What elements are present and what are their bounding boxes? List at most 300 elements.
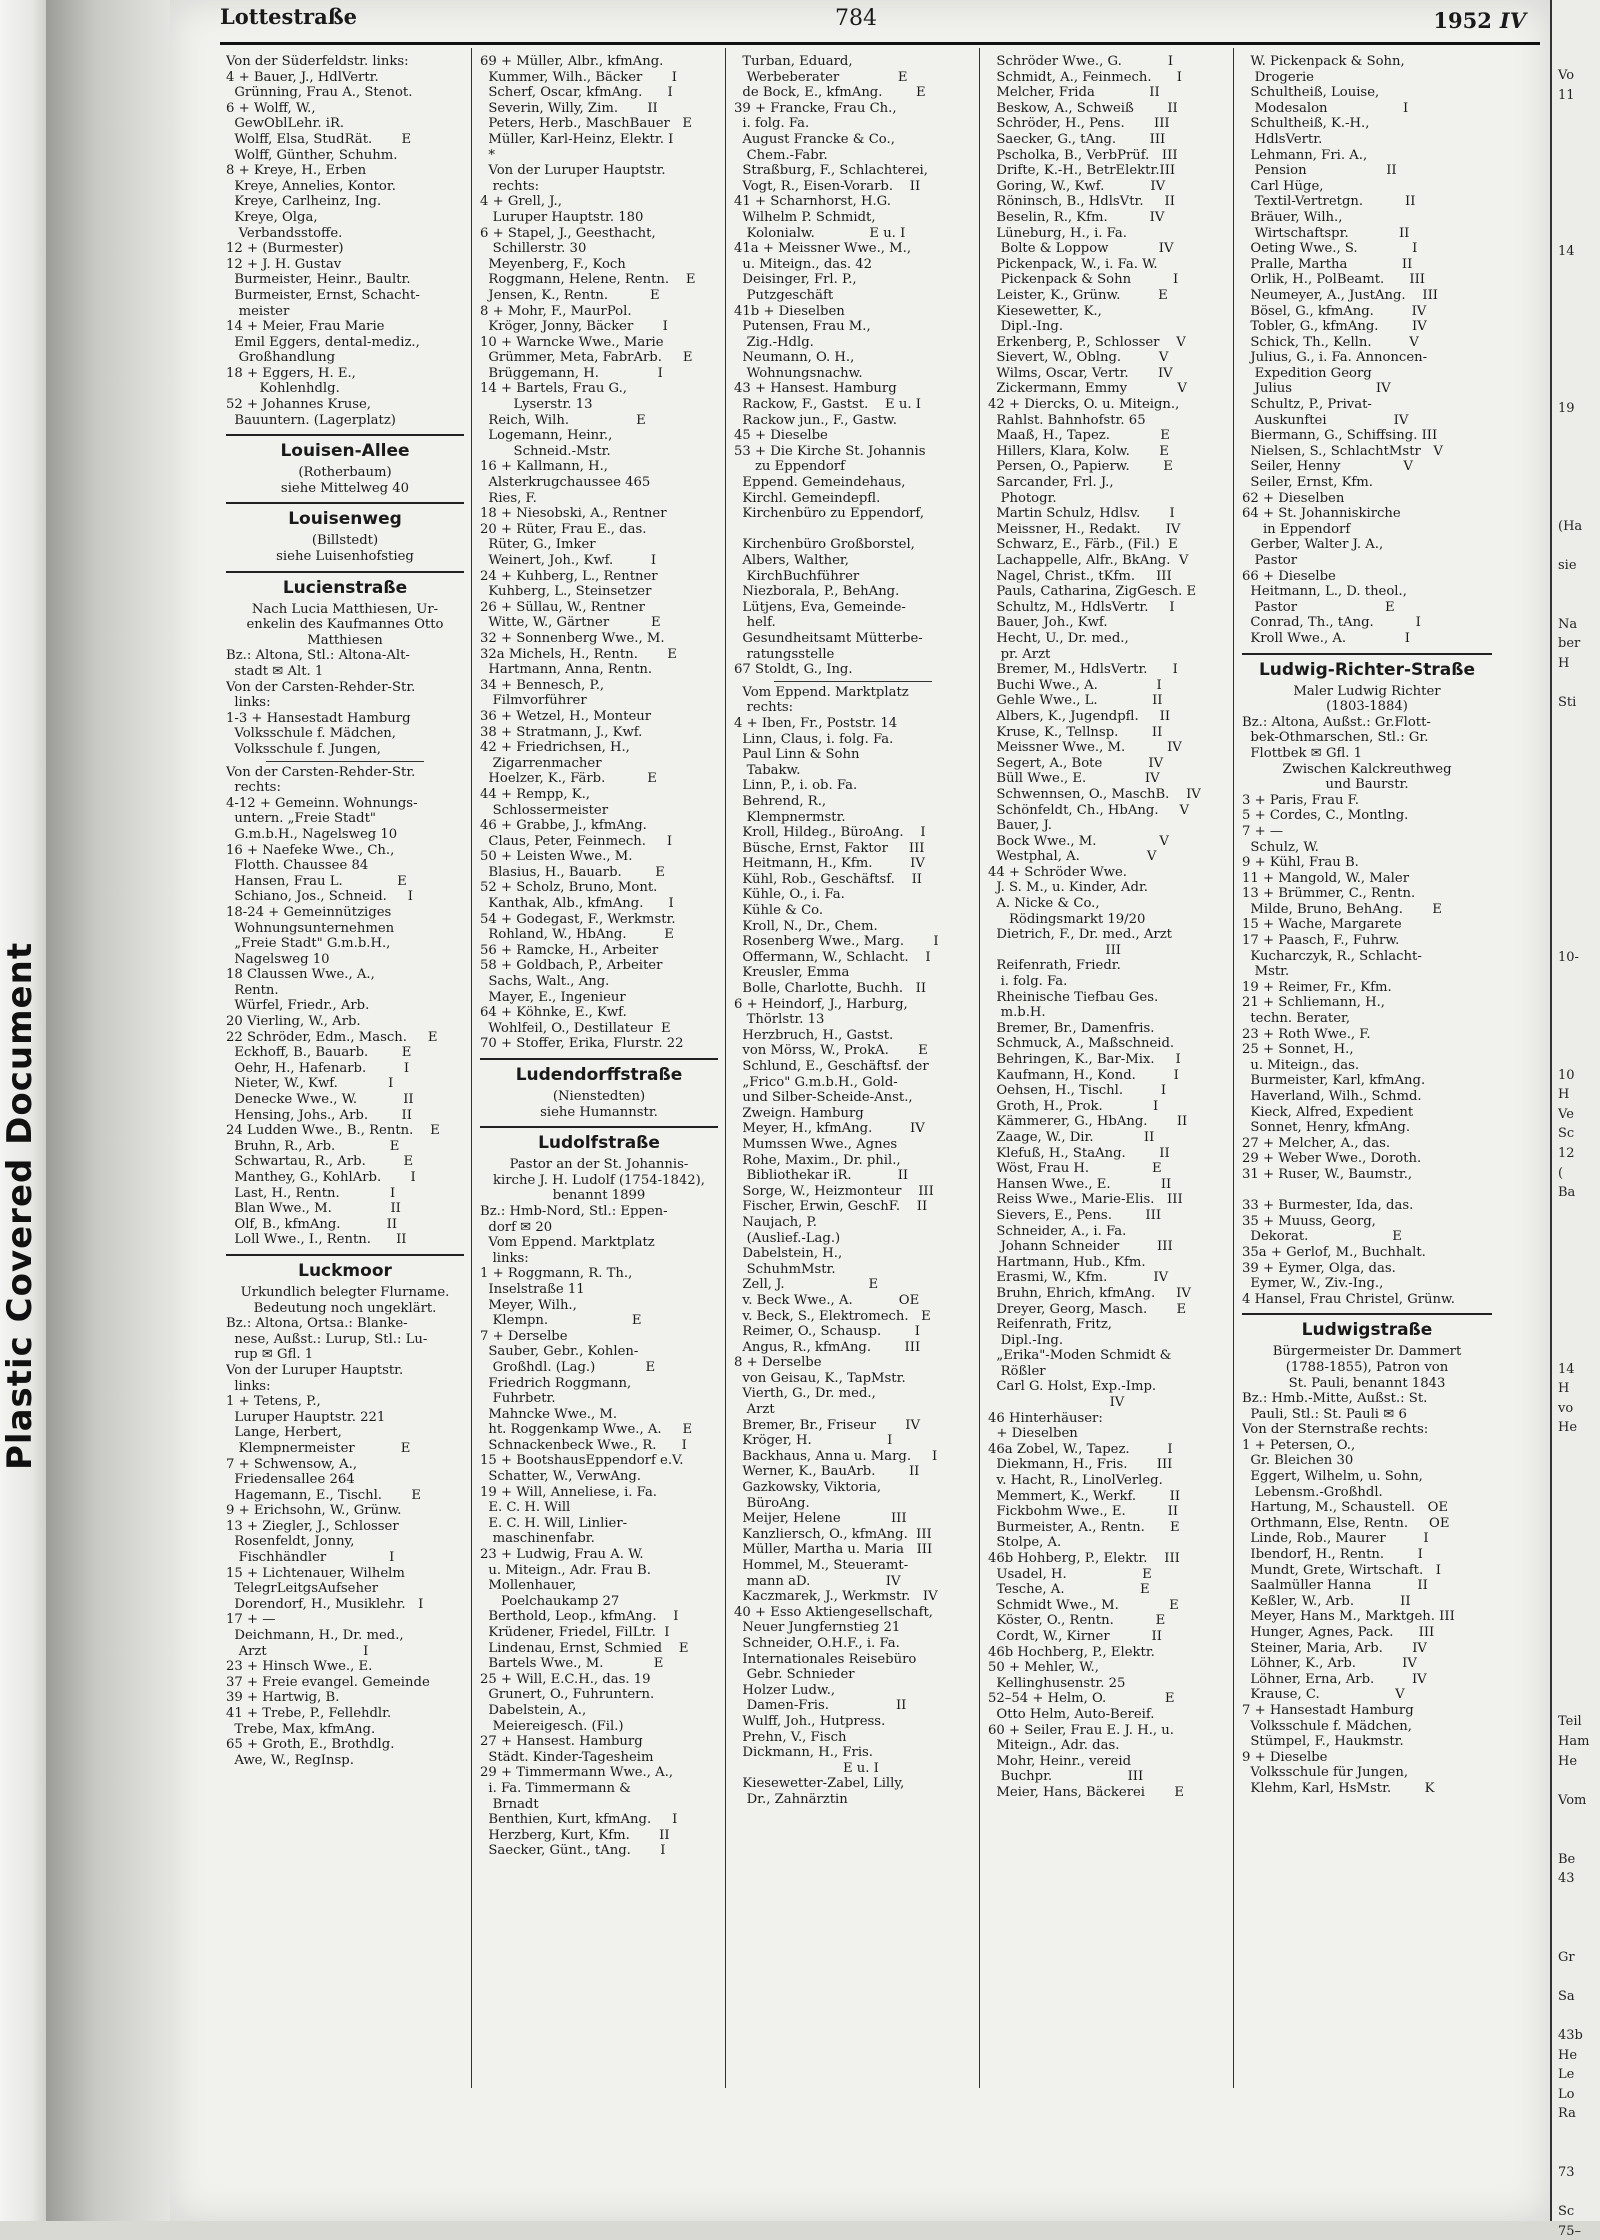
directory-entry: Grünning, Frau A., Stenot. <box>226 85 413 101</box>
edge-fragment: He <box>1558 1753 1578 1769</box>
directory-entry: 12 + (Burmester) <box>226 241 344 257</box>
directory-entry: Goring, W., Kwf. IV <box>988 178 1166 194</box>
directory-entry: Scherf, Oscar, kfmAng. I <box>480 85 673 101</box>
directory-entry: 14 + Meier, Frau Marie <box>226 319 385 335</box>
street-note: Bedeutung noch ungeklärt. <box>253 1300 437 1316</box>
directory-entry <box>734 522 972 538</box>
street-note: Nach Lucia Matthiesen, Ur- <box>251 601 439 617</box>
directory-entry: Burmeister, Karl, kfmAng. <box>1242 1073 1426 1089</box>
directory-entry: pr. Arzt <box>988 646 1051 662</box>
directory-entry: Zig.-Hdlg. <box>734 334 814 350</box>
directory-entry: August Francke & Co., <box>734 131 895 147</box>
directory-entry: Meiereigesch. (Fil.) <box>480 1718 624 1734</box>
directory-entry: Pralle, Martha II <box>1242 256 1413 272</box>
directory-entry: Sarcander, Frl. J., <box>988 475 1114 491</box>
directory-entry: Rößler <box>988 1363 1046 1379</box>
directory-entry: 9 + Dieselbe <box>1242 1749 1328 1765</box>
directory-entry: Oehsen, H., Tischl. I <box>988 1083 1167 1099</box>
directory-entry: Melcher, Frida II <box>988 85 1160 101</box>
directory-entry: Kühle & Co. <box>734 903 824 919</box>
directory-entry: Neumeyer, A., JustAng. III <box>1242 287 1439 303</box>
directory-entry: Rackow, F., Gastst. E u. I <box>734 397 921 413</box>
directory-entry: Eppend. Gemeindehaus, <box>734 475 906 491</box>
directory-entry: Bz.: Hmb.-Mitte, Außst.: St. <box>1242 1391 1428 1407</box>
directory-entry: Schönfeldt, Ch., HbAng. V <box>988 802 1189 818</box>
directory-entry: 37 + Freie evangel. Gemeinde <box>226 1674 430 1690</box>
directory-entry: 12 + J. H. Gustav <box>226 256 342 272</box>
directory-entry: 58 + Goldbach, P., Arbeiter <box>480 958 663 974</box>
column-4 <box>988 54 1226 2084</box>
directory-entry: Wohlfeil, O., Destillateur E <box>480 1020 671 1036</box>
directory-entry: Kummer, Wilh., Bäcker I <box>480 69 677 85</box>
directory-entry: Arzt <box>734 1402 775 1418</box>
directory-entry: 1 + Roggmann, R. Th., <box>480 1266 633 1282</box>
directory-entry: u. Miteign., das. 42 <box>734 256 873 272</box>
directory-entry: Loll Wwe., I., Rentn. II <box>226 1232 407 1248</box>
edge-fragment: Gr <box>1558 1949 1575 1965</box>
binding-spine <box>0 0 47 2221</box>
directory-entry: 65 + Groth, E., Brothdlg. <box>226 1737 395 1753</box>
directory-entry: 44 + Rempp, K., <box>480 786 590 802</box>
directory-entry: Meissner Wwe., M. IV <box>988 740 1182 756</box>
directory-entry: 62 + Dieselben <box>1242 490 1345 506</box>
directory-entry: Bibliothekar iR. II <box>734 1168 909 1184</box>
directory-entry: Emil Eggers, dental-mediz., <box>226 334 420 350</box>
directory-entry: Memmert, K., Werkf. II <box>988 1488 1181 1504</box>
directory-entry: Volksschule für Jungen, <box>1242 1765 1409 1781</box>
edition-volume: IV <box>1499 8 1526 33</box>
running-head-street: Lottestraße <box>220 4 358 29</box>
directory-entry: Weinert, Joh., Kwf. I <box>480 553 657 568</box>
directory-entry: Werbeberater E <box>734 69 908 85</box>
directory-entry: Friedensallee 264 <box>226 1472 355 1488</box>
edge-fragment: ( <box>1558 1165 1564 1181</box>
column-1 <box>226 54 464 2084</box>
directory-entry: Gr. Bleichen 30 <box>1242 1453 1354 1469</box>
directory-entry: Meyer, H., kfmAng. IV <box>734 1121 925 1137</box>
directory-entry: Von der Luruper Hauptstr. <box>226 1362 404 1378</box>
edge-fragment: Sc <box>1558 2204 1575 2220</box>
directory-entry: Grümmer, Meta, FabrArb. E <box>480 350 693 366</box>
street-heading: Louisenweg <box>226 502 464 530</box>
directory-entry: Bolte & Loppow IV <box>988 241 1174 257</box>
directory-entry: Sonnet, Henry, kfmAng. <box>1242 1120 1411 1136</box>
directory-entry: Kreye, Carlheinz, Ing. <box>226 194 382 210</box>
directory-entry: Julius IV <box>1242 381 1391 397</box>
directory-entry: Von der Carsten-Rehder-Str. <box>226 679 416 695</box>
directory-entry: Kröger, Jonny, Bäcker I <box>480 319 668 335</box>
directory-entry: 45 + Dieselbe <box>734 428 828 444</box>
directory-entry: Wilms, Oscar, Vertr. IV <box>988 365 1173 381</box>
directory-entry: 25 + Will, E.C.H., das. 19 <box>480 1671 651 1687</box>
directory-entry: Wilhelm P. Schmidt, <box>734 209 876 225</box>
directory-entry: 52–54 + Helm, O. E <box>988 1691 1175 1707</box>
directory-entry: rechts: <box>480 178 540 194</box>
directory-entry: 56 + Ramcke, H., Arbeiter <box>480 942 659 958</box>
directory-entry: Photogr. <box>988 490 1057 506</box>
directory-entry: 26 + Süllau, W., Rentner <box>480 599 645 615</box>
directory-entry: Hartmann, Anna, Rentn. <box>480 662 653 678</box>
directory-entry: Thörlstr. 13 <box>734 1012 825 1028</box>
directory-entry: Bräuer, Wilh., <box>1242 209 1343 225</box>
directory-entry: Schlossermeister <box>480 802 608 818</box>
edge-fragment: H <box>1558 1381 1570 1397</box>
directory-entry: Leister, K., Grünw. E <box>988 287 1168 303</box>
edge-fragment: 10 <box>1558 1067 1575 1083</box>
directory-entry: Hillers, Klara, Kolw. E <box>988 443 1169 459</box>
directory-entry: Julius, G., i. Fa. Annoncen- <box>1242 350 1428 366</box>
directory-entry: Lebensm.-Großhdl. <box>1242 1484 1383 1500</box>
directory-entry: Beselin, R., Kfm. IV <box>988 209 1165 225</box>
directory-entry: Saecker, Günt., tAng. I <box>480 1843 666 1859</box>
directory-entry: Gebr. Schnieder <box>734 1667 855 1683</box>
directory-entry: 25 + Sonnet, H., <box>1242 1042 1354 1058</box>
directory-entry: Nagel, Christ., tKfm. III <box>988 568 1172 584</box>
edge-fragment: Teil <box>1558 1714 1582 1730</box>
directory-entry: meister <box>226 303 290 319</box>
directory-entry: Schröder Wwe., G. I <box>988 54 1174 69</box>
directory-entry: Büll Wwe., E. IV <box>988 771 1160 787</box>
directory-entry: Wirtschaftspr. II <box>1242 225 1410 241</box>
directory-entry: Meijer, Helene III <box>734 1511 907 1527</box>
directory-entry: Pastor E <box>1242 599 1395 615</box>
directory-entry: 64 + Köhnke, E., Kwf. <box>480 1005 627 1021</box>
edge-fragment: 14 <box>1558 1361 1575 1377</box>
directory-entry: J. S. M., u. Kinder, Adr. <box>988 880 1148 896</box>
directory-entry: Büsche, Ernst, Faktor III <box>734 840 925 856</box>
edge-fragment: Le <box>1558 2067 1575 2083</box>
directory-entry: Conrad, Th., tAng. I <box>1242 615 1421 631</box>
directory-entry: Stolpe, A. <box>988 1535 1062 1551</box>
edge-fragment: 19 <box>1558 401 1575 417</box>
directory-entry: Lachappelle, Alfr., BkAng. V <box>988 553 1189 568</box>
directory-entry: 29 + Timmermann Wwe., A., <box>480 1765 674 1781</box>
directory-entry: Manthey, G., KohlArb. I <box>226 1170 416 1185</box>
edge-fragment: sie <box>1558 558 1577 573</box>
directory-entry: ht. Roggenkamp Wwe., A. E <box>480 1422 693 1438</box>
edge-fragment: (Ha <box>1558 518 1583 534</box>
street-note: (1803-1884) <box>1326 699 1408 715</box>
directory-entry: Kreye, Olga, <box>226 209 318 225</box>
directory-entry: 46 + Grabbe, J., kfmAng. <box>480 818 647 834</box>
directory-entry: Großhdl. (Lag.) E <box>480 1359 656 1375</box>
directory-entry: Von der Süderfeldstr. links: <box>226 54 409 69</box>
edge-fragment: 12 <box>1558 1146 1575 1161</box>
directory-entry: Rödingsmarkt 19/20 <box>988 911 1146 927</box>
directory-entry: Inselstraße 11 <box>480 1281 585 1297</box>
directory-entry: Ries, F. <box>480 490 537 506</box>
directory-entry: Meissner, H., Redakt. IV <box>988 521 1181 537</box>
directory-entry: Rosenfeldt, Jonny, <box>226 1534 355 1550</box>
page-header <box>220 0 1540 45</box>
directory-entry: Verbandsstoffe. <box>226 225 343 241</box>
directory-entry: Buchi Wwe., A. I <box>988 677 1162 693</box>
directory-entry: Mahncke Wwe., M. <box>480 1406 618 1422</box>
directory-entry: Dorendorf, H., Musiklehr. I <box>226 1596 424 1612</box>
directory-entry: GewOblLehr. iR. <box>226 116 345 132</box>
directory-entry: bek-Othmarschen, Stl.: Gr. <box>1242 730 1429 746</box>
directory-entry: 54 + Godegast, F., Werkmstr. <box>480 911 676 927</box>
edge-fragment: 75– <box>1558 2224 1582 2239</box>
directory-entry: Schick, Th., Kelln. V <box>1242 334 1419 350</box>
directory-entry: Eckhoff, B., Bauarb. E <box>226 1045 412 1061</box>
street-heading: Ludwigstraße <box>1242 1313 1492 1341</box>
directory-entry: Bösel, G., kfmAng. IV <box>1242 303 1427 319</box>
directory-entry: Deisinger, Frl. P., <box>734 272 857 288</box>
directory-entry: Neumann, O. H., <box>734 350 855 366</box>
street-heading: Luckmoor <box>226 1254 464 1282</box>
directory-entry: 14 + Bartels, Frau G., <box>480 381 627 397</box>
street-note: (1788-1855), Patron von <box>1285 1359 1449 1375</box>
directory-entry: Rohe, Maxim., Dr. phil., <box>734 1152 901 1168</box>
directory-entry: 4 Hansel, Frau Christel, Grünw. <box>1242 1291 1455 1307</box>
directory-entry: E. C. H. Will, Linlier- <box>480 1515 628 1531</box>
directory-entry: 4 + Grell, J., <box>480 194 562 210</box>
directory-entry: 13 + Brümmer, C., Rentn. <box>1242 886 1416 902</box>
directory-entry: Oeting Wwe., S. I <box>1242 241 1418 257</box>
directory-entry: Chem.-Fabr. <box>734 147 828 163</box>
street-note: benannt 1899 <box>552 1188 646 1204</box>
directory-entry: 23 + Ludwig, Frau A. W. <box>480 1547 644 1563</box>
edge-fragment: 43 <box>1558 1871 1575 1887</box>
directory-entry: Dreyer, Georg, Masch. E <box>988 1301 1187 1317</box>
directory-entry: Bz.: Altona, Ortsa.: Blanke- <box>226 1316 408 1332</box>
directory-entry: Vom Eppend. Marktplatz <box>480 1235 655 1251</box>
column-divider <box>1233 48 1234 2088</box>
directory-entry: Volksschule f. Jungen, <box>226 741 381 757</box>
directory-entry: Hecht, U., Dr. med., <box>988 630 1129 646</box>
directory-entry: 39 + Francke, Frau Ch., <box>734 100 897 116</box>
directory-entry: Schmidt, A., Feinmech. I <box>988 69 1182 85</box>
directory-entry: Zaage, W., Dir. II <box>988 1129 1155 1145</box>
directory-entry: ratungsstelle <box>734 646 835 662</box>
directory-entry: Kühl, Rob., Geschäftsf. II <box>734 871 923 887</box>
directory-entry: 6 + Stapel, J., Geesthacht, <box>480 225 656 241</box>
directory-entry: von Geisau, K., TapMstr. <box>734 1370 906 1386</box>
edge-fragment: Ham <box>1558 1734 1590 1749</box>
directory-entry: Schwennsen, O., MaschB. IV <box>988 786 1201 802</box>
directory-entry: Kellinghusenstr. 25 <box>988 1675 1126 1691</box>
directory-entry: Cordt, W., Kirner II <box>988 1628 1162 1644</box>
directory-entry: Sauber, Gebr., Kohlen- <box>480 1344 639 1360</box>
directory-entry: 70 + Stoffer, Erika, Flurstr. 22 <box>480 1036 684 1052</box>
directory-entry: Benthien, Kurt, kfmAng. I <box>480 1812 678 1828</box>
directory-entry: Bauer, J. <box>988 818 1052 834</box>
directory-entry: Carl Hüge, <box>1242 178 1324 194</box>
directory-entry: Albers, K., Jugendpfl. II <box>988 708 1171 724</box>
directory-entry: Löhner, K., Arb. IV <box>1242 1656 1417 1672</box>
page-number: 784 <box>835 6 877 31</box>
street-heading: Ludwig-Richter-Straße <box>1242 653 1492 681</box>
street-note: siehe Luisenhofstieg <box>276 549 414 565</box>
directory-entry: Rosenberg Wwe., Marg. I <box>734 934 939 950</box>
column-3 <box>734 54 972 2084</box>
directory-entry: m.b.H. <box>988 1005 1046 1021</box>
directory-entry: Martin Schulz, Hdlsv. I <box>988 506 1175 522</box>
directory-entry: Bolle, Charlotte, Buchh. II <box>734 981 927 997</box>
directory-entry: 7 + Derselbe <box>480 1328 568 1344</box>
edge-fragment: Sa <box>1558 1988 1575 2004</box>
directory-entry: 36 + Wetzel, H., Monteur <box>480 708 652 724</box>
directory-entry: Schwartau, R., Arb. E <box>226 1154 414 1170</box>
directory-entry: Schiano, Jos., Schneid. I <box>226 889 413 905</box>
directory-entry: Städt. Kinder-Tagesheim <box>480 1749 654 1765</box>
directory-entry: Kirchl. Gemeindepfl. <box>734 490 881 506</box>
directory-entry: Wohnungsunternehmen <box>226 920 395 936</box>
directory-entry: Denecke Wwe., W. II <box>226 1092 414 1108</box>
directory-entry: 7 + Schwensow, A., <box>226 1456 358 1472</box>
directory-entry: Dabelstein, A., <box>480 1702 587 1718</box>
directory-entry: techn. Berater, <box>1242 1011 1351 1027</box>
directory-entry: Witte, W., Gärtner E <box>480 615 661 631</box>
directory-entry: 20 Vierling, W., Arb. <box>226 1014 361 1030</box>
directory-entry: Pscholka, B., VerbPrüf. III <box>988 147 1178 163</box>
directory-entry: 4 + Bauer, J., HdlVertr. <box>226 69 379 85</box>
directory-entry: de Bock, E., kfmAng. E <box>734 85 926 101</box>
directory-entry: Pauli, Stl.: St. Pauli ✉ 6 <box>1242 1406 1407 1422</box>
directory-entry: Friedrich Roggmann, <box>480 1375 632 1391</box>
street-note: (Billstedt) <box>311 533 379 549</box>
street-note: (Nienstedten) <box>552 1089 646 1104</box>
directory-entry: Bruhn, R., Arb. E <box>226 1138 400 1154</box>
directory-entry: Vierth, G., Dr. med., <box>734 1386 876 1402</box>
directory-entry: Kämmerer, G., HbAng. II <box>988 1114 1188 1130</box>
directory-entry: 9 + Kühl, Frau B. <box>1242 855 1359 871</box>
directory-entry: Otto Helm, Auto-Bereif. <box>988 1706 1155 1722</box>
edge-fragment: He <box>1558 1420 1578 1436</box>
directory-entry: Reich, Wilh. E <box>480 412 646 428</box>
column-5 <box>1242 54 1492 2084</box>
directory-entry: Kröger, H. I <box>734 1433 893 1449</box>
directory-entry: 32 + Sonnenberg Wwe., M. <box>480 630 665 646</box>
directory-entry: Jensen, K., Rentn. E <box>480 287 660 303</box>
directory-entry: Vom Eppend. Marktplatz <box>734 684 909 700</box>
directory-entry: Damen-Fris. II <box>734 1698 907 1714</box>
directory-entry: 10 + Warncke Wwe., Marie <box>480 334 664 350</box>
directory-entry: Klempn. E <box>480 1313 642 1329</box>
directory-entry: 34 + Bennesch, P., <box>480 677 605 693</box>
directory-entry: Westphal, A. V <box>988 849 1157 865</box>
directory-entry: Bz.: Altona, Außst.: Gr.Flott- <box>1242 714 1431 730</box>
directory-entry: Pickenpack & Sohn I <box>988 272 1179 288</box>
directory-entry: 1 + Tetens, P., <box>226 1394 321 1410</box>
directory-entry: Usadel, H. E <box>988 1566 1152 1582</box>
directory-entry: Blan Wwe., M. II <box>226 1201 401 1217</box>
directory-entry: III <box>988 942 1122 958</box>
column-divider <box>725 48 726 2088</box>
directory-entry: Reifenrath, Fritz, <box>988 1317 1112 1333</box>
directory-entry: Reimer, O., Schausp. I <box>734 1324 920 1340</box>
directory-entry: links: <box>226 1378 271 1394</box>
directory-entry: Gesundheitsamt Mütterbe- <box>734 630 923 646</box>
directory-entry: Schneider, A., i. Fa. <box>988 1223 1127 1239</box>
edge-fragment: 73 <box>1558 2165 1575 2181</box>
directory-entry: rup ✉ Gfl. 1 <box>226 1347 314 1363</box>
directory-entry: i. Fa. Timmermann & <box>480 1780 631 1796</box>
directory-entry: Flottbek ✉ Gfl. 1 <box>1242 745 1363 761</box>
directory-entry: Nieter, W., Kwf. I <box>226 1076 394 1092</box>
directory-entry: Schwarz, E., Färb., (Fil.) E <box>988 537 1178 553</box>
directory-entry: Neuer Jungfernstieg 21 <box>734 1620 901 1636</box>
directory-entry: Großhandlung <box>226 350 336 366</box>
directory-entry: Stümpel, F., Haukmstr. <box>1242 1734 1404 1750</box>
directory-entry: Herzbruch, H., Gastst. <box>734 1027 894 1043</box>
directory-entry: stadt ✉ Alt. 1 <box>226 664 324 679</box>
directory-entry: Schnackenbeck Wwe., R. I <box>480 1437 687 1453</box>
street-note: siehe Humannstr. <box>540 1104 658 1120</box>
directory-entry: Schlund, E., Geschäftsf. der <box>734 1059 929 1074</box>
directory-entry: Textil-Vertretgn. II <box>1242 194 1416 210</box>
directory-entry: 42 + Friedrichsen, H., <box>480 740 630 756</box>
directory-entry: Drifte, K.-H., BetrElektr.III <box>988 163 1176 179</box>
directory-entry: Niezborala, P., BehAng. <box>734 584 900 600</box>
directory-entry: Krause, C. V <box>1242 1687 1405 1703</box>
directory-entry: Zweign. Hamburg <box>734 1105 864 1121</box>
directory-entry: Schultz, M., HdlsVertr. I <box>988 599 1175 615</box>
directory-entry: Straßburg, F., Schlachterei, <box>734 163 928 179</box>
directory-entry: 4 + Iben, Fr., Poststr. 14 <box>734 715 898 731</box>
directory-entry: Kruse, K., Tellnsp. II <box>988 724 1163 740</box>
directory-entry: Persen, O., Papierw. E <box>988 459 1173 475</box>
directory-entry: 39 + Eymer, Olga, das. <box>1242 1260 1396 1276</box>
directory-entry: * <box>480 147 495 163</box>
directory-entry: 18 + Eggers, H. E., <box>226 365 356 381</box>
directory-entry: Olf, B., kfmAng. II <box>226 1216 398 1232</box>
directory-entry: Heitmann, L., D. theol., <box>1242 584 1407 600</box>
directory-entry: 66 + Dieselbe <box>1242 568 1336 584</box>
edge-fragment: Ve <box>1558 1106 1574 1122</box>
directory-page <box>170 0 1550 2221</box>
directory-entry: Flotth. Chaussee 84 <box>226 858 369 874</box>
directory-entry: 8 + Kreye, H., Erben <box>226 163 367 179</box>
directory-entry: 15 + BootshausEppendorf e.V. <box>480 1453 684 1469</box>
directory-entry: Eggert, Wilhelm, u. Sohn, <box>1242 1469 1423 1485</box>
edge-fragment: Vom <box>1558 1792 1587 1808</box>
directory-entry: 9 + Erichsohn, W., Grünw. <box>226 1503 402 1519</box>
directory-entry: Krüdener, Friedel, FilLtr. I <box>480 1625 670 1640</box>
directory-entry: Sachs, Walt., Ang. <box>480 974 610 990</box>
directory-entry: Rohland, W., HbAng. E <box>480 927 674 943</box>
directory-entry: Schneider, O.H.F., i. Fa. <box>734 1635 900 1651</box>
street-heading: Ludolfstraße <box>480 1126 718 1154</box>
directory-entry: Hansen, Frau L. E <box>226 873 407 889</box>
directory-entry: Schultheiß, K.-H., <box>1242 116 1370 132</box>
edge-fragment: Lo <box>1558 2086 1575 2102</box>
directory-entry: Dekorat. E <box>1242 1229 1402 1245</box>
directory-entry: Sievers, E., Pens. III <box>988 1207 1162 1223</box>
directory-entry: Kreusler, Emma <box>734 965 850 981</box>
directory-entry: 29 + Weber Wwe., Doroth. <box>1242 1151 1422 1167</box>
directory-entry: Hoelzer, K., Färb. E <box>480 771 657 787</box>
directory-entry: v. Beck, S., Elektromech. E <box>734 1308 931 1324</box>
directory-entry: Kirchenbüro Großborstel, <box>734 537 915 553</box>
directory-entry: 11 + Mangold, W., Maler <box>1242 870 1410 886</box>
directory-entry: Kaufmann, H., Kond. I <box>988 1067 1179 1083</box>
directory-entry: 46b Hochberg, P., Elektr. <box>988 1644 1155 1660</box>
directory-entry: Pension II <box>1242 163 1397 179</box>
directory-entry: Wolff, Elsa, StudRät. E <box>226 131 412 147</box>
directory-entry: Müller, Martha u. Maria III <box>734 1542 933 1558</box>
directory-entry: Expedition Georg <box>1242 365 1372 381</box>
directory-entry: Lyserstr. 13 <box>480 397 593 413</box>
street-note: St. Pauli, benannt 1843 <box>1288 1375 1446 1391</box>
directory-entry: Schneid.-Mstr. <box>480 443 611 459</box>
directory-entry: Oehr, H., Hafenarb. I <box>226 1060 410 1076</box>
directory-entry: links: <box>226 695 271 711</box>
directory-entry: Heitmann, H., Kfm. IV <box>734 856 925 872</box>
directory-entry: Pastor <box>1242 553 1298 568</box>
directory-entry: 27 + Melcher, A., das. <box>1242 1135 1391 1151</box>
